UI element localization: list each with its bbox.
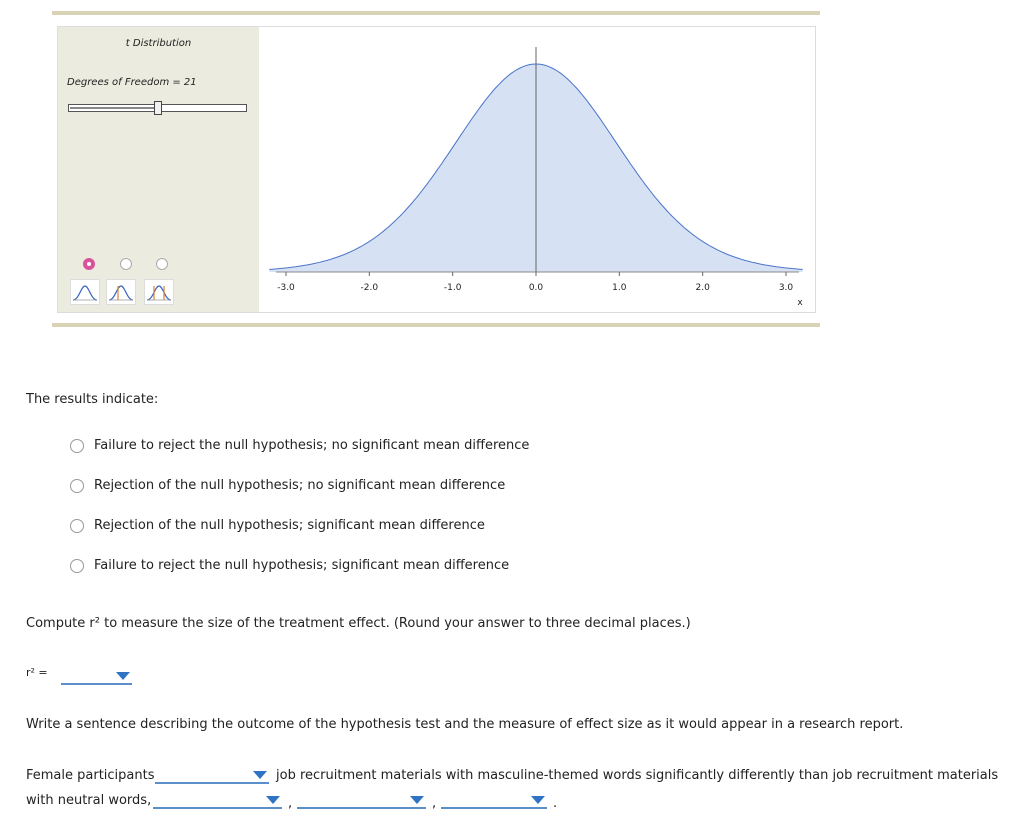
x-axis-label: x <box>797 298 803 308</box>
sentence-line1-start: Female participants <box>26 768 155 783</box>
option-2-radio[interactable] <box>70 479 84 493</box>
option-4-radio[interactable] <box>70 559 84 573</box>
distribution-curve-icon[interactable] <box>70 279 100 305</box>
widget-title: t Distribution <box>125 38 192 49</box>
r-squared-dropdown[interactable] <box>61 667 132 685</box>
p-value-dropdown[interactable] <box>297 791 426 809</box>
df-slider-fill <box>70 107 155 109</box>
statistic-dropdown[interactable] <box>153 791 282 809</box>
degrees-of-freedom-label: Degrees of Freedom = 21 <box>67 77 197 88</box>
results-prompt: The results indicate: <box>26 392 159 407</box>
separator-comma-1: , <box>288 796 293 811</box>
chevron-down-icon <box>531 796 545 804</box>
chevron-down-icon <box>116 672 130 680</box>
x-tick-label: -3.0 <box>277 283 295 293</box>
sentence-line2-start: with neutral words, <box>26 793 152 808</box>
t-distribution-plot <box>259 27 814 312</box>
x-tick-label: -1.0 <box>443 283 462 293</box>
option-3-label[interactable]: Rejection of the null hypothesis; significant mean difference <box>94 518 485 533</box>
option-1-label[interactable]: Failure to reject the null hypothesis; no significant mean difference <box>94 438 530 453</box>
option-3-radio[interactable] <box>70 519 84 533</box>
chevron-down-icon <box>410 796 424 804</box>
x-tick-label: 3.0 <box>778 283 794 293</box>
x-tick-label: 1.0 <box>612 283 627 293</box>
sentence-end-period: . <box>553 796 558 811</box>
x-tick-label: -2.0 <box>360 283 379 293</box>
distribution-radio-left-tail[interactable] <box>120 258 132 270</box>
distribution-radio-right-tail[interactable] <box>156 258 168 270</box>
effect-size-prompt: Compute r² to measure the size of the treatment effect. (Round your answer to three decimal places.) <box>26 616 691 631</box>
distribution-radio-t[interactable] <box>83 258 95 270</box>
x-tick-label: 0.0 <box>528 283 544 293</box>
df-slider-thumb[interactable] <box>154 101 162 115</box>
chevron-down-icon <box>266 796 280 804</box>
participant-action-dropdown[interactable] <box>155 766 269 784</box>
effect-size-dropdown[interactable] <box>441 791 547 809</box>
option-4-label[interactable]: Failure to reject the null hypothesis; significant mean difference <box>94 558 510 573</box>
sentence-line1-end: job recruitment materials with masculine-themed words significantly differently than job recruitment materials <box>276 768 999 783</box>
bottom-divider <box>52 323 820 327</box>
top-divider <box>52 11 820 15</box>
report-prompt: Write a sentence describing the outcome of the hypothesis test and the measure of effect size as it would appear in a research report. <box>26 717 904 732</box>
option-2-label[interactable]: Rejection of the null hypothesis; no significant mean difference <box>94 478 506 493</box>
option-1-radio[interactable] <box>70 439 84 453</box>
separator-comma-2: , <box>432 796 437 811</box>
two-tail-curve-icon[interactable] <box>144 279 174 305</box>
r-squared-label: r² = <box>26 666 48 679</box>
x-tick-label: 2.0 <box>695 283 710 293</box>
control-panel <box>58 27 259 312</box>
left-tail-curve-icon[interactable] <box>106 279 136 305</box>
t-distribution-widget <box>57 26 816 313</box>
chevron-down-icon <box>253 771 267 779</box>
